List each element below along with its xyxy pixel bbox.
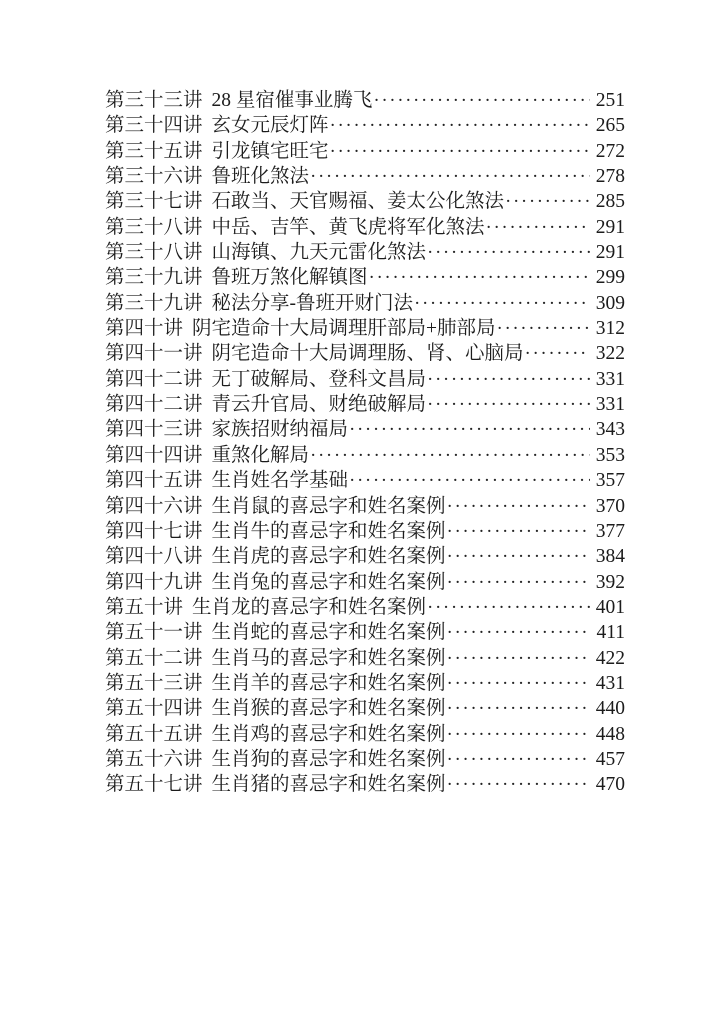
entry-title: 生肖鼠的喜忌字和姓名案例 (211, 495, 446, 517)
dot-leader (427, 367, 590, 392)
chapter-label: 第三十八讲 (105, 216, 203, 238)
page-number: 457 (595, 748, 625, 770)
entry-title: 生肖蛇的喜忌字和姓名案例 (211, 622, 446, 644)
chapter-label: 第五十五讲 (105, 723, 203, 745)
toc-entry (105, 494, 625, 519)
chapter-label: 第四十八讲 (105, 546, 203, 568)
chapter-label: 第四十三讲 (105, 419, 203, 441)
chapter-label: 第三十五讲 (105, 140, 203, 162)
toc-entry (105, 316, 625, 341)
entry-title: 阴宅造命十大局调理肝部局+肺部局 (192, 318, 496, 340)
dot-leader (447, 772, 590, 797)
chapter-label: 第五十一讲 (105, 622, 203, 644)
dot-leader (427, 392, 590, 417)
toc-entry (105, 570, 625, 595)
dot-leader (447, 646, 590, 671)
toc-entry (105, 291, 625, 316)
toc-entry (105, 392, 625, 417)
page-number: 343 (595, 419, 625, 441)
dot-leader (369, 265, 590, 290)
toc-entry (105, 240, 625, 265)
toc-entry (105, 88, 625, 113)
toc-entry (105, 772, 625, 797)
dot-leader (447, 494, 590, 519)
toc-entry (105, 646, 625, 671)
entry-title: 中岳、吉竿、黄飞虎将军化煞法 (211, 216, 485, 238)
entry-title: 生肖姓名学基础 (211, 470, 349, 492)
page-number: 331 (595, 368, 625, 390)
dot-leader (486, 215, 590, 240)
toc-entry (105, 341, 625, 366)
chapter-label: 第五十六讲 (105, 748, 203, 770)
chapter-label: 第四十七讲 (105, 520, 203, 542)
dot-leader (447, 620, 590, 645)
entry-title: 阴宅造命十大局调理肠、肾、心脑局 (211, 343, 524, 365)
chapter-label: 第三十四讲 (105, 115, 203, 137)
toc-entry (105, 595, 625, 620)
page-number: 392 (595, 571, 625, 593)
entry-title: 生肖狗的喜忌字和姓名案例 (211, 748, 446, 770)
entry-title: 生肖牛的喜忌字和姓名案例 (211, 520, 446, 542)
dot-leader (447, 696, 590, 721)
page-number: 377 (595, 520, 625, 542)
entry-title: 鲁班万煞化解镇图 (211, 267, 368, 289)
dot-leader (414, 291, 590, 316)
dot-leader (525, 341, 590, 366)
page-number: 299 (595, 267, 625, 289)
chapter-label: 第四十二讲 (105, 394, 203, 416)
page-number: 285 (595, 191, 625, 213)
entry-title: 生肖羊的喜忌字和姓名案例 (211, 672, 446, 694)
chapter-label: 第四十五讲 (105, 470, 203, 492)
dot-leader (427, 240, 590, 265)
entry-title: 生肖马的喜忌字和姓名案例 (211, 647, 446, 669)
page-number: 322 (595, 343, 625, 365)
entry-title: 重煞化解局 (211, 444, 310, 466)
toc-entry (105, 164, 625, 189)
toc-entry (105, 620, 625, 645)
page-number: 384 (595, 546, 625, 568)
toc-entry (105, 544, 625, 569)
chapter-label: 第四十九讲 (105, 571, 203, 593)
dot-leader (447, 519, 590, 544)
toc-entry (105, 139, 625, 164)
entry-title: 青云升官局、财绝破解局 (211, 394, 427, 416)
page-number: 370 (595, 495, 625, 517)
page-number: 278 (595, 166, 625, 188)
page-number: 312 (595, 318, 625, 340)
entry-title: 生肖猴的喜忌字和姓名案例 (211, 698, 446, 720)
dot-leader (427, 595, 590, 620)
page-number: 411 (596, 622, 625, 644)
toc-entry (105, 417, 625, 442)
entry-title: 山海镇、九天元雷化煞法 (211, 242, 427, 264)
chapter-label: 第四十二讲 (105, 368, 203, 390)
page-number: 440 (595, 698, 625, 720)
chapter-label: 第三十九讲 (105, 267, 203, 289)
table-of-contents (105, 88, 625, 798)
chapter-label: 第五十三讲 (105, 672, 203, 694)
entry-title: 秘法分享-鲁班开财门法 (211, 292, 414, 314)
dot-leader (497, 316, 590, 341)
dot-leader (447, 544, 590, 569)
chapter-label: 第五十四讲 (105, 698, 203, 720)
chapter-label: 第五十七讲 (105, 774, 203, 796)
dot-leader (310, 164, 590, 189)
chapter-label: 第四十六讲 (105, 495, 203, 517)
toc-entry (105, 696, 625, 721)
chapter-label: 第四十四讲 (105, 444, 203, 466)
toc-entry (105, 671, 625, 696)
toc-entry (105, 443, 625, 468)
entry-title: 生肖猪的喜忌字和姓名案例 (211, 774, 446, 796)
entry-title: 生肖兔的喜忌字和姓名案例 (211, 571, 446, 593)
toc-entry (105, 468, 625, 493)
chapter-label: 第三十六讲 (105, 166, 203, 188)
page-number: 291 (595, 216, 625, 238)
page-number: 265 (595, 115, 625, 137)
entry-title: 鲁班化煞法 (211, 166, 310, 188)
chapter-label: 第五十讲 (105, 596, 184, 618)
entry-title: 引龙镇宅旺宅 (211, 140, 329, 162)
toc-entry (105, 265, 625, 290)
chapter-label: 第五十二讲 (105, 647, 203, 669)
entry-title: 家族招财纳福局 (211, 419, 349, 441)
page-number: 470 (595, 774, 625, 796)
page-number: 431 (595, 672, 625, 694)
toc-entry (105, 367, 625, 392)
entry-title: 玄女元辰灯阵 (211, 115, 329, 137)
page-number: 448 (595, 723, 625, 745)
page-number: 309 (595, 292, 625, 314)
dot-leader (505, 189, 590, 214)
entry-title: 生肖鸡的喜忌字和姓名案例 (211, 723, 446, 745)
toc-entry (105, 113, 625, 138)
page-number: 251 (595, 90, 625, 111)
chapter-label: 第三十三讲 (105, 90, 203, 111)
page-number: 331 (595, 394, 625, 416)
page-number: 422 (595, 647, 625, 669)
chapter-label: 第三十七讲 (105, 191, 203, 213)
toc-entry (105, 747, 625, 772)
chapter-label: 第四十讲 (105, 318, 184, 340)
entry-title: 生肖虎的喜忌字和姓名案例 (211, 546, 446, 568)
chapter-label: 第三十九讲 (105, 292, 203, 314)
toc-entry (105, 519, 625, 544)
chapter-label: 第四十一讲 (105, 343, 203, 365)
entry-title: 28 星宿催事业腾飞 (211, 90, 373, 111)
toc-entry (105, 722, 625, 747)
page-number: 291 (595, 242, 625, 264)
toc-entry (105, 189, 625, 214)
entry-title: 石敢当、天官赐福、姜太公化煞法 (211, 191, 505, 213)
chapter-label: 第三十八讲 (105, 242, 203, 264)
dot-leader (349, 468, 590, 493)
dot-leader (310, 443, 590, 468)
entry-title: 无丁破解局、登科文昌局 (211, 368, 427, 390)
dot-leader (349, 417, 590, 442)
dot-leader (373, 88, 590, 113)
dot-leader (447, 722, 590, 747)
dot-leader (330, 139, 590, 164)
page-number: 272 (595, 140, 625, 162)
dot-leader (447, 570, 590, 595)
dot-leader (447, 671, 590, 696)
page-number: 401 (595, 596, 625, 618)
page-number: 353 (595, 444, 625, 466)
entry-title: 生肖龙的喜忌字和姓名案例 (192, 596, 427, 618)
toc-entry (105, 215, 625, 240)
page-number: 357 (595, 470, 625, 492)
dot-leader (330, 113, 590, 138)
dot-leader (447, 747, 590, 772)
